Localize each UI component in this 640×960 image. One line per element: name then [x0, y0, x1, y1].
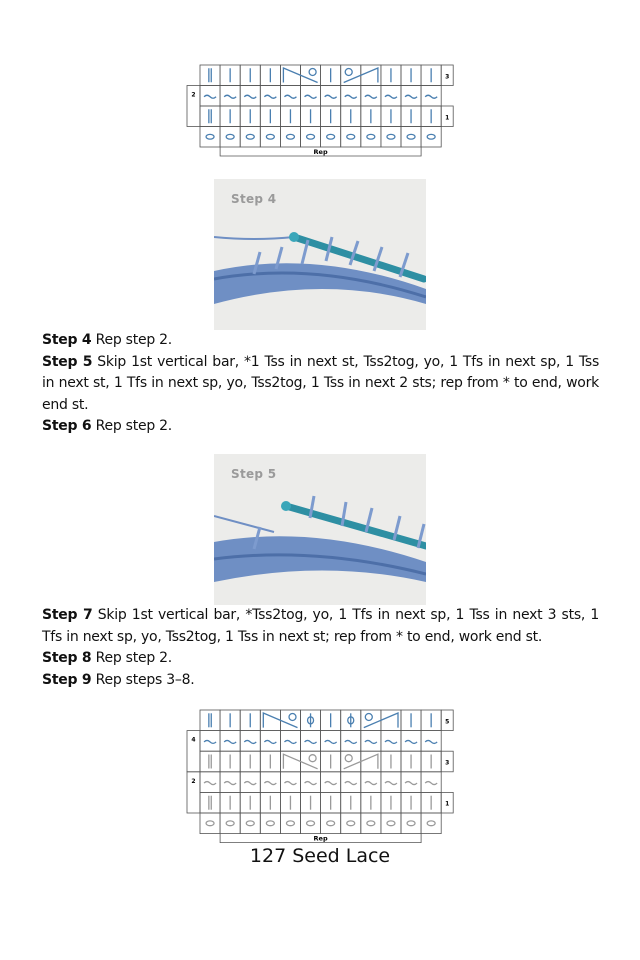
step4-photo-label: Step 4: [231, 192, 277, 206]
step5-photo-label: Step 5: [231, 467, 277, 481]
step5-photo: [214, 454, 426, 605]
svg-text:5: 5: [445, 718, 450, 726]
instructions-steps-7-9: [42, 605, 599, 691]
step-8: Step 8 Rep step 2.: [42, 650, 173, 666]
step-7: Step 7 Skip 1st vertical bar, *Tss2tog, yo, 1 Tfs in next sp, 1 Tss in next 3 sts, 1 Tfs in next sp, yo, Tss2tog, 1 Tss in next st; rep from * to end, work end st.: [42, 607, 599, 645]
stitch-chart-bottom: [186, 709, 456, 847]
svg-text:2: 2: [191, 91, 196, 99]
step-4: Step 4 Rep step 2.: [42, 332, 173, 348]
step-9: Step 9 Rep steps 3–8.: [42, 671, 195, 688]
stitch-chart-top-grid: [186, 64, 456, 160]
svg-text:3: 3: [445, 759, 450, 767]
svg-text:1: 1: [445, 800, 450, 808]
step4-photo: [214, 179, 426, 330]
instructions-steps-4-6: [42, 330, 599, 438]
svg-text:2: 2: [191, 777, 196, 785]
svg-text:Rep: Rep: [313, 148, 328, 156]
stitch-chart-bottom-grid: [186, 709, 456, 847]
step-6: Step 6 Rep step 2.: [42, 418, 173, 434]
svg-text:Rep: Rep: [313, 834, 328, 843]
stitch-chart-top: [186, 64, 456, 160]
svg-text:1: 1: [445, 114, 450, 122]
svg-text:3: 3: [445, 73, 450, 81]
svg-text:4: 4: [191, 736, 196, 744]
chart-title: 127 Seed Lace: [249, 845, 391, 867]
step-5: Step 5 Skip 1st vertical bar, *1 Tss in next st, Tss2tog, yo, 1 Tfs in next sp, 1 Tss in next st, 1 Tfs in next sp, yo, Tss2tog, 1 Tss in next 2 sts; rep from * to end, work end st.: [42, 353, 599, 413]
